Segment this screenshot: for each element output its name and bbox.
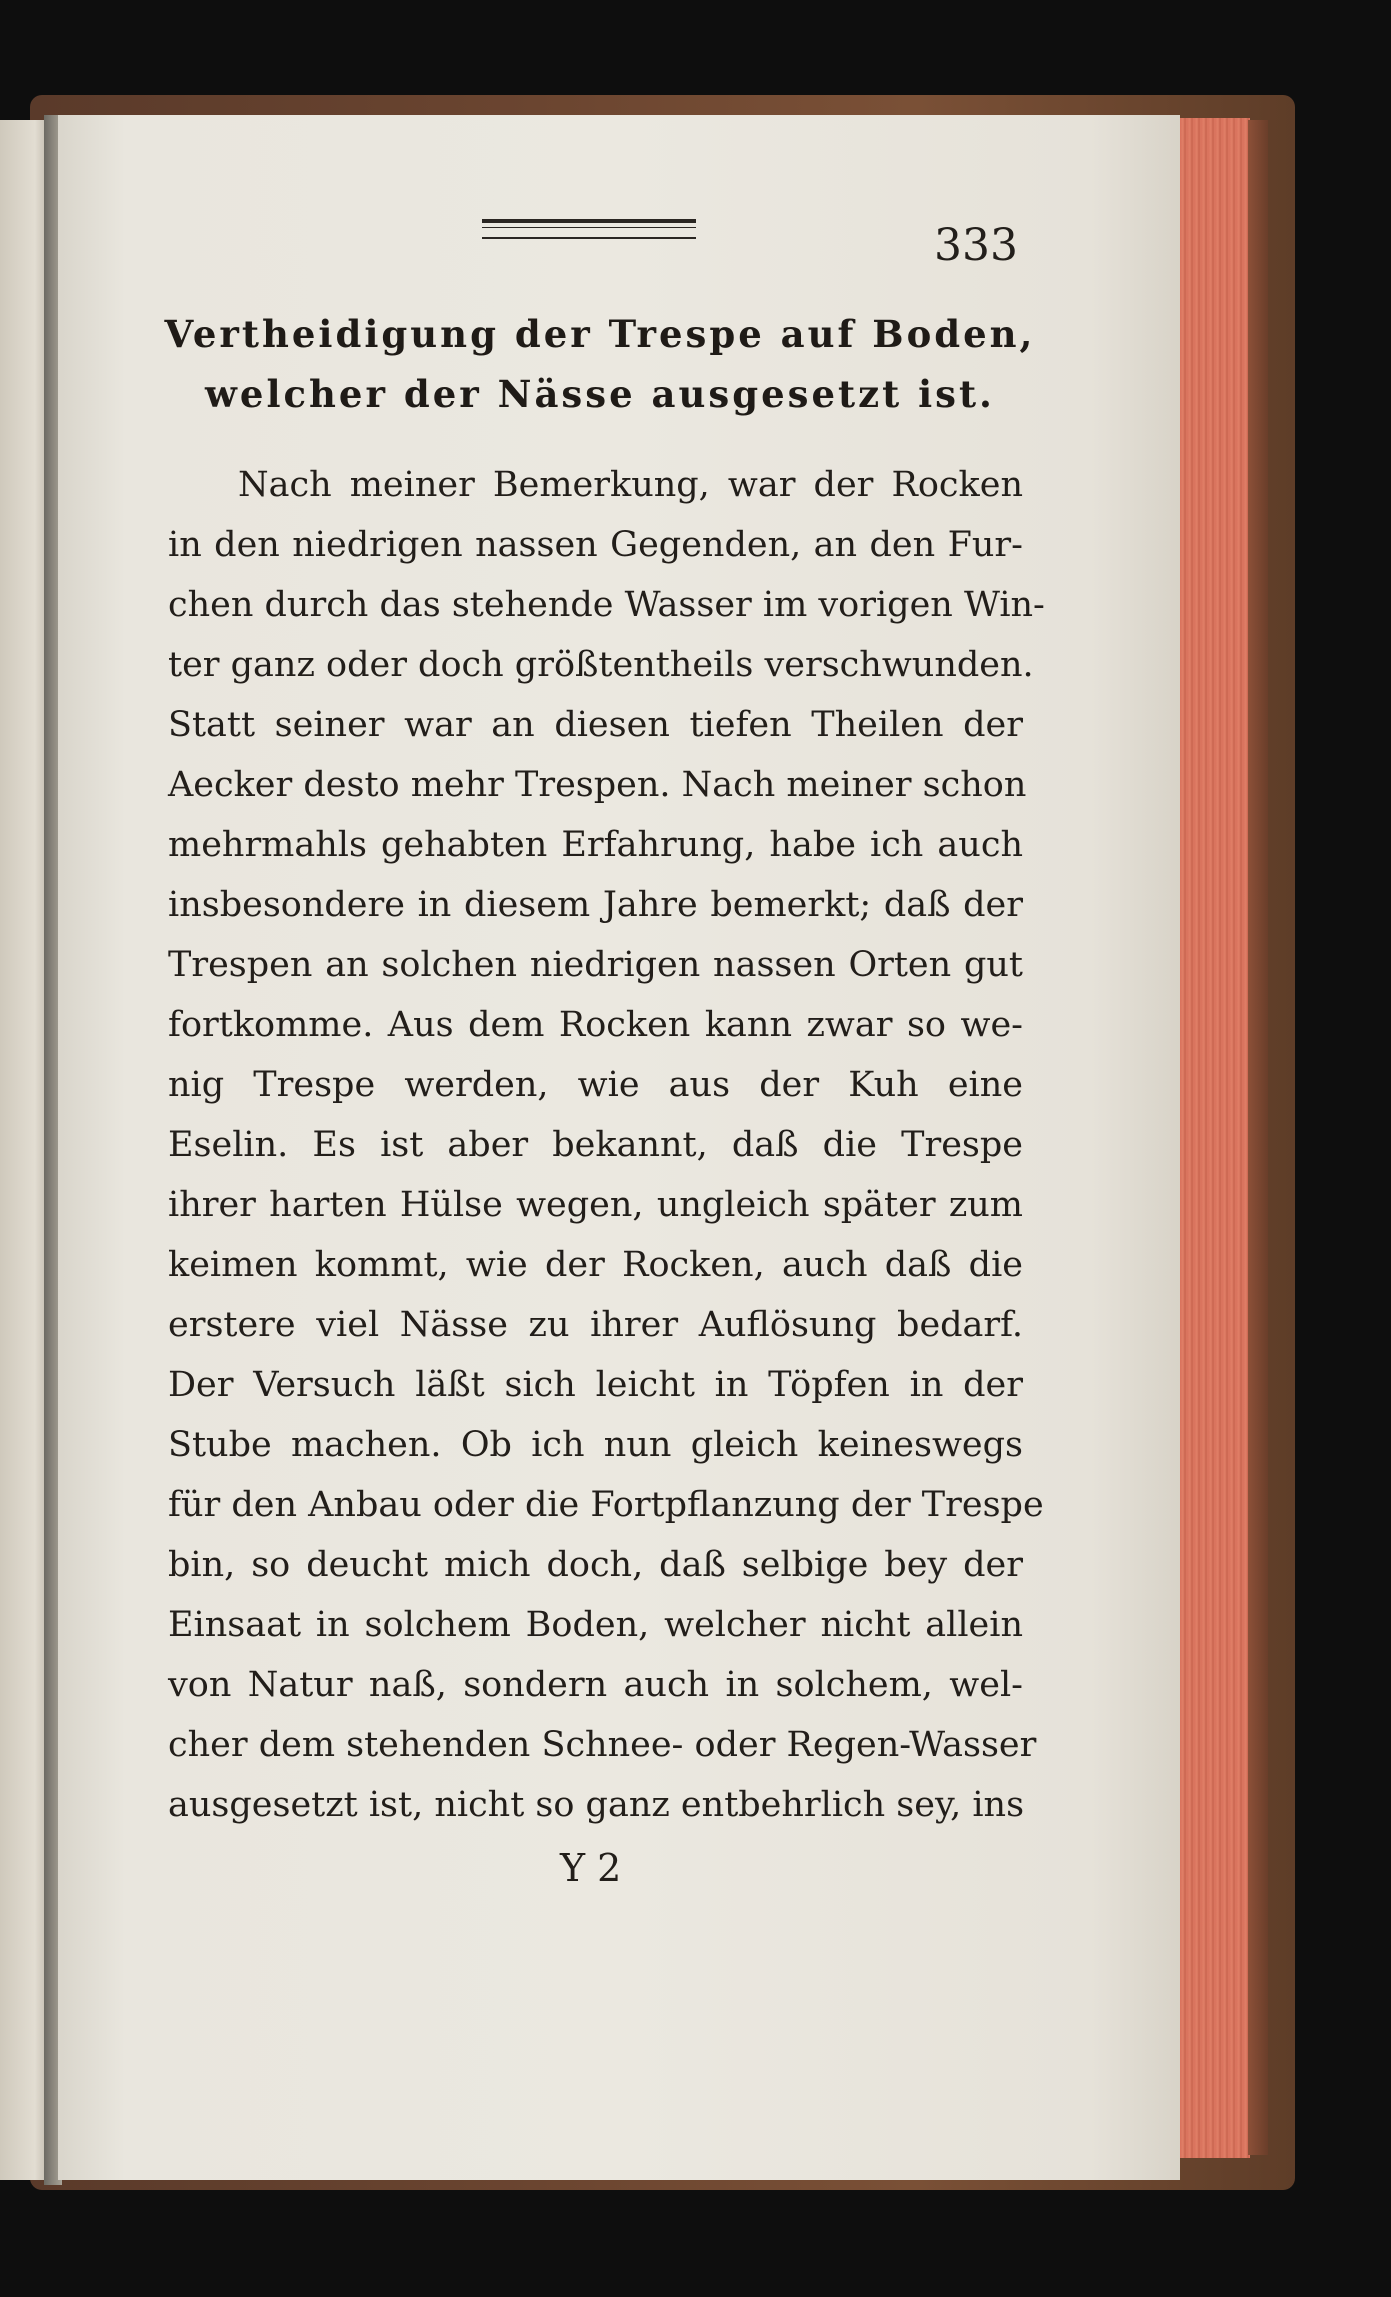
text-line: Eselin. Es ist aber bekannt, daß die Trespe [168,1125,1023,1165]
section-heading-line-1: Vertheidigung der Trespe auf Boden, [164,312,1036,356]
text-line: in den niedrigen nassen Gegenden, an den Fur- [168,525,1023,565]
text-line: Statt seiner war an diesen tiefen Theilen der [168,705,1023,745]
text-line: Nach meiner Bemerkung, war der Rocken [238,465,1023,505]
text-line: ter ganz oder doch größtentheils verschwunden. [168,645,1034,685]
header-rule [482,219,696,239]
header-rule-line [482,227,696,228]
text-line: fortkomme. Aus dem Rocken kann zwar so we- [168,1005,1023,1045]
text-line: ihrer harten Hülse wegen, ungleich später zum [168,1185,1023,1225]
signature-mark: Y 2 [560,1846,622,1890]
text-line: Aecker desto mehr Trespen. Nach meiner schon [168,765,1027,805]
text-line: mehrmahls gehabten Erfahrung, habe ich auch [168,825,1023,865]
page-number: 333 [934,220,1018,271]
text-line: insbesondere in diesem Jahre bemerkt; daß der [168,885,1023,925]
page-edges [1178,118,1250,2158]
cover-edge [1248,120,1268,2155]
text-line: Stube machen. Ob ich nun gleich keineswegs [168,1425,1023,1465]
text-line: Der Versuch läßt sich leicht in Töpfen in der [168,1365,1023,1405]
text-line: ausgesetzt ist, nicht so ganz entbehrlich sey, ins [168,1785,1025,1825]
text-line: erstere viel Nässe zu ihrer Auflösung bedarf. [168,1305,1023,1345]
text-line: nig Trespe werden, wie aus der Kuh eine [168,1065,1023,1105]
text-line: bin, so deucht mich doch, daß selbige bey der [168,1545,1023,1585]
text-line: chen durch das stehende Wasser im vorigen Win- [168,585,1045,625]
text-line: von Natur naß, sondern auch in solchem, wel- [168,1665,1023,1705]
text-line: cher dem stehenden Schnee- oder Regen-Wasser [168,1725,1037,1765]
text-line: für den Anbau oder die Fortpflanzung der Trespe [168,1485,1044,1525]
text-line: Trespen an solchen niedrigen nassen Orten gut [168,945,1023,985]
facing-page-edge [0,120,50,2180]
section-heading-line-2: welcher der Nässe ausgesetzt ist. [205,372,995,416]
text-line: keimen kommt, wie der Rocken, auch daß die [168,1245,1023,1285]
text-line: Einsaat in solchem Boden, welcher nicht allein [168,1605,1023,1645]
